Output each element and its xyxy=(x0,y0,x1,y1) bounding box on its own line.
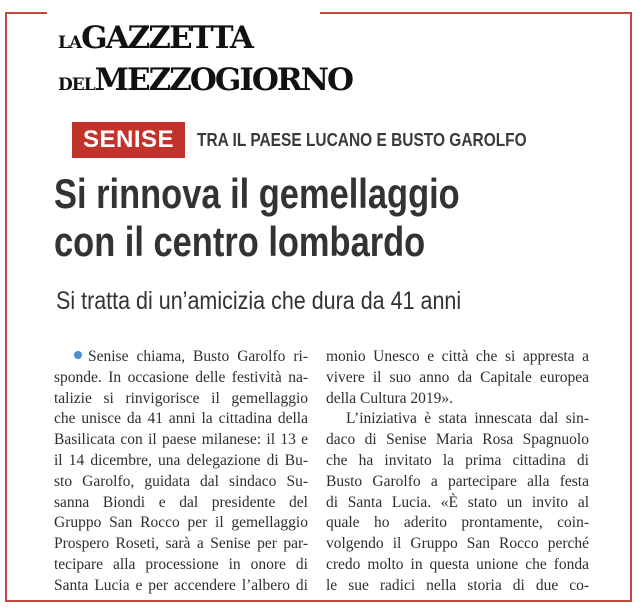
article-line: Gruppo San Rocco per il gemellaggio xyxy=(54,514,308,532)
article-line: Prospero Roseti, sarà a Senise per par- xyxy=(54,535,308,553)
masthead-la: LA xyxy=(58,33,82,53)
article-line: credo molto in questa unione che fonda xyxy=(326,555,589,573)
frame-right-border xyxy=(630,12,632,602)
article-line: di Santa Lucia. «È stato un invito al xyxy=(326,493,589,511)
article-line: tecipare alla processione in onore di xyxy=(54,555,308,573)
article-line: talizie si rinvigorisce il gemellaggio xyxy=(54,389,308,407)
article-line: volgendo il Gruppo San Rocco perché xyxy=(326,535,589,553)
newspaper-masthead xyxy=(58,10,352,100)
article-line: daco di Senise Maria Rosa Spagnuolo xyxy=(326,431,589,449)
bullet-icon xyxy=(74,351,82,359)
frame-left-border xyxy=(5,12,7,602)
kicker xyxy=(72,122,580,158)
article-column-1 xyxy=(54,347,308,597)
article-line: vivere il suo anno da Capitale europea xyxy=(326,368,589,386)
article-line: che unisce da 41 anni la cittadina della xyxy=(54,410,308,428)
article-column-2 xyxy=(326,347,589,597)
frame-top-left-border xyxy=(5,12,47,14)
article-line: Senise chiama, Busto Garolfo ri- xyxy=(54,347,308,368)
article-line: Santa Lucia e per accendere l’albero di xyxy=(54,576,308,594)
kicker-text: TRA IL PAESE LUCANO E BUSTO GAROLFO xyxy=(197,129,527,150)
article-line: sponde. In occasione delle festività na- xyxy=(54,368,308,386)
masthead-gazzetta: GAZZETTA xyxy=(81,20,252,56)
article-line: che ha invitato la prima cittadina di xyxy=(326,451,589,469)
location-tag: SENISE xyxy=(72,122,185,158)
article-line: quale ho aderito prontamente, coin- xyxy=(326,514,589,532)
frame-bottom-border xyxy=(5,600,632,602)
article-line: sto Garolfo, guidata dal sindaco Su- xyxy=(54,472,308,490)
article-line: L’iniziativa è stata innescata dal sin- xyxy=(346,410,589,428)
headline-line-2: con il centro lombardo xyxy=(54,218,426,265)
masthead-mezzogiorno: MEZZOGIORNO xyxy=(94,62,352,98)
masthead-line-2 xyxy=(58,62,352,98)
frame-top-right-border xyxy=(320,12,632,14)
headline-line-1: Si rinnova il gemellaggio xyxy=(54,170,460,217)
article-line: le sue radici nella storia di due co- xyxy=(326,576,589,594)
article-line: il 14 dicembre, una delegazione di Bu- xyxy=(54,451,308,469)
headline xyxy=(54,170,513,266)
masthead-del: DEL xyxy=(58,75,95,95)
article-line: Busto Garolfo a partecipare alla festa xyxy=(326,472,589,490)
masthead-line-1 xyxy=(58,20,252,56)
article-line: Basilicata con il paese milanese: il 13 e xyxy=(54,431,308,449)
article-line: della Cultura 2019». xyxy=(326,389,453,407)
subheadline: Si tratta di un’amicizia che dura da 41 anni xyxy=(56,287,462,315)
article-line: monio Unesco e città che si appresta a xyxy=(326,348,589,365)
article-line: sanna Biondi e dal presidente del xyxy=(54,493,308,511)
